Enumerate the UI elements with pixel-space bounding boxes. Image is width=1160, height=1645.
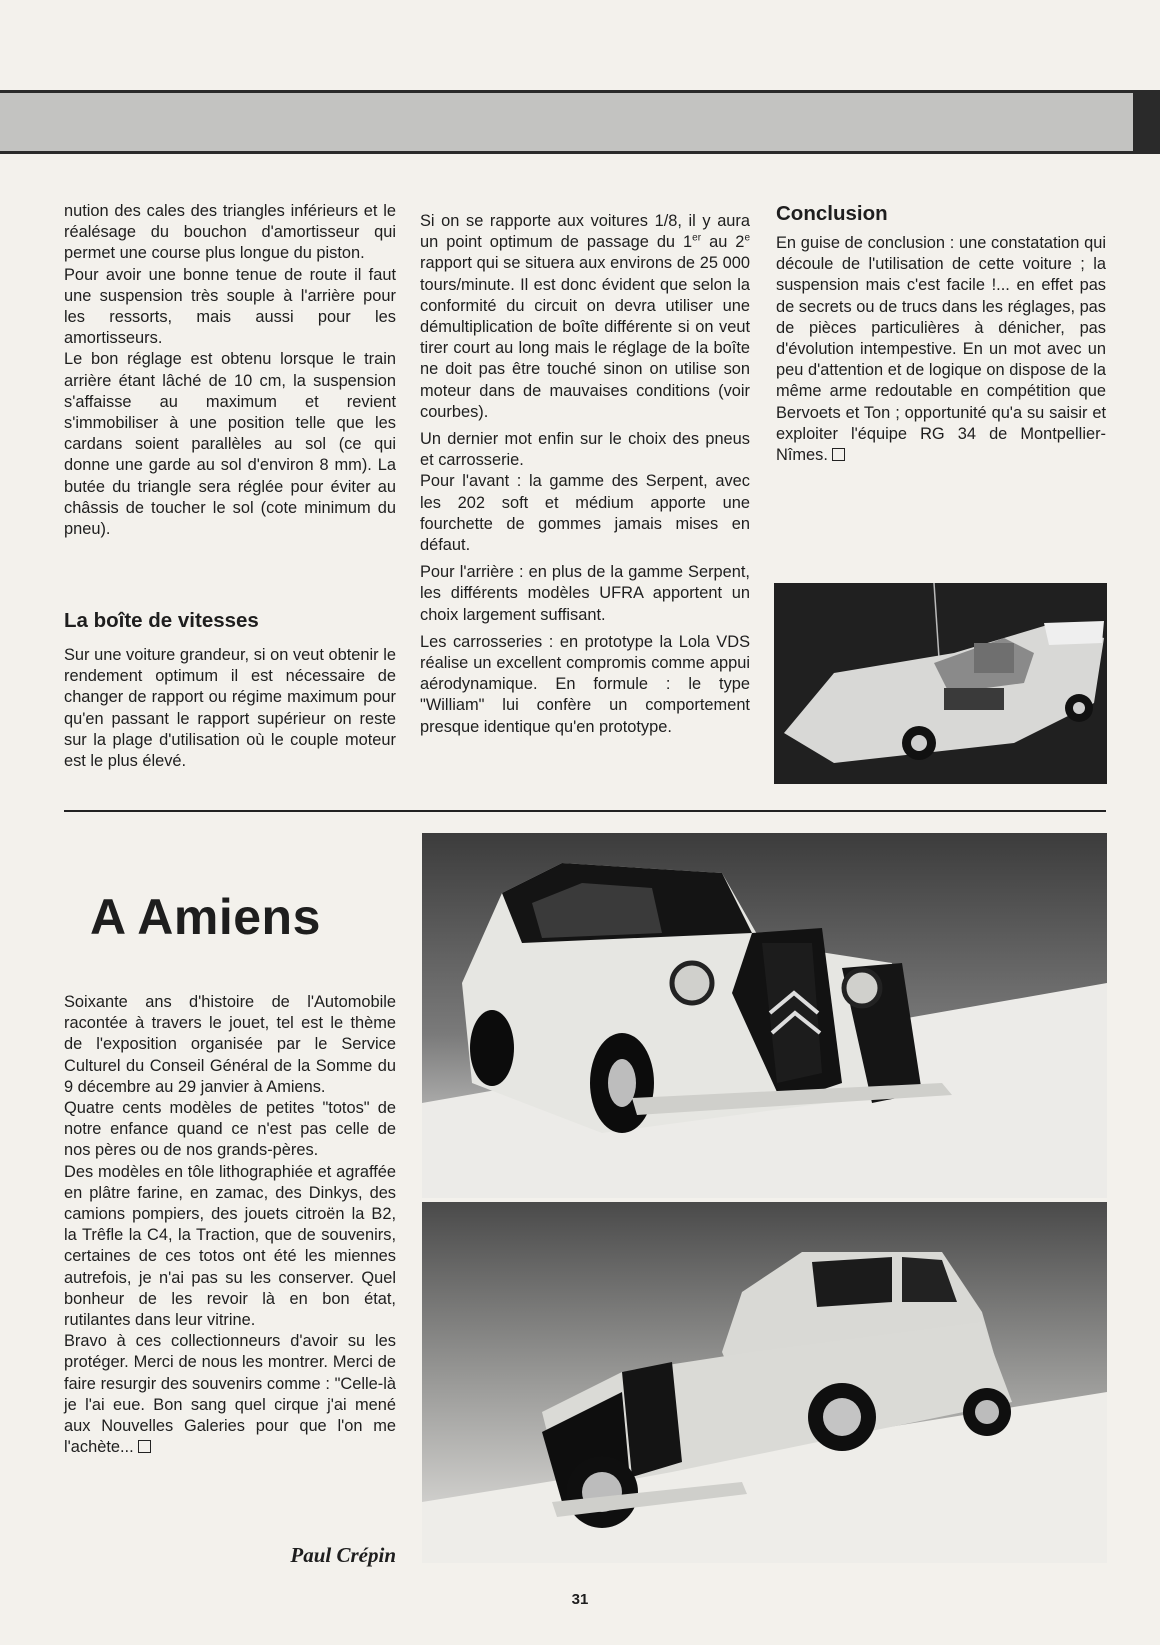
amiens-article bbox=[64, 992, 396, 1458]
col2-paragraph-1: Si on se rapporte aux voitures 1/8, il y aura un point optimum de passage du 1er au 2e rapport qui se situera aux environs de 25 000 tours/minute. Il est donc évident que selon la conformité du circuit on devra utiliser une démultiplication de boîte différente si on veut tirer court au long mais le réglage de la boîte ne doit pas être touché sinon on utilise son moteur dans de mauvaises conditions (voir courbes). bbox=[420, 212, 750, 421]
toy-car-photo-2 bbox=[422, 1202, 1107, 1563]
amiens-paragraph-2: Quatre cents modèles de petites "totos" de notre enfance quand ce n'est pas celle de nos pères ou de nos grands-pères. bbox=[64, 1099, 396, 1160]
page-number: 31 bbox=[571, 1591, 589, 1608]
col2-paragraph-3: Pour l'avant : la gamme des Serpent, avec les 202 soft et médium apporte une fourchette de gommes jamais mises en défaut. bbox=[420, 472, 750, 555]
conclusion-paragraph: En guise de conclusion : une constatation qui découle de l'utilisation de cette voiture ; la suspension mais c'est facile !... en effet pas de secrets ou de trucs dans les réglages, pas de pièces particulières à dénicher, pas d'évolution intempestive. En un mot avec un peu d'attention et de logique on dispose de la même arme redoutable en compétition que Bervoets et Ton ; opportunité qu'a su saisir et exploiter l'équipe RG 34 de Montpellier-Nîmes. bbox=[776, 234, 1106, 465]
col2-paragraph-5: Les carrosseries : en prototype la Lola VDS réalise un excellent compromis comme appui aérodynamique. En formule : le type "William" lui confère un comportement presque identique qu'en prototype. bbox=[420, 632, 750, 736]
amiens-paragraph-4: Bravo à ces collectionneurs d'avoir su les protéger. Merci de nous les montrer. Merci de faire resurgir des souvenirs comme : "Celle-là je l'ai eue. Bon sang quel cirque j'ai mené aux Nouvelles Galeries pour que l'on me l'achète... bbox=[64, 1332, 396, 1457]
rc-car-photo bbox=[774, 583, 1107, 784]
author-signature: Paul Crépin bbox=[290, 1543, 396, 1567]
section-divider bbox=[64, 810, 1106, 812]
col2-paragraph-2: Un dernier mot enfin sur le choix des pneus et carrosserie. bbox=[420, 430, 750, 470]
gearbox-heading: La boîte de vitesses bbox=[64, 609, 259, 632]
amiens-paragraph-1: Soixante ans d'histoire de l'Automobile racontée à travers le jouet, tel est le thème de l'exposition organisée par le Service Culturel du Conseil Général de la Somme du 9 décembre au 29 janvier à Amiens. bbox=[64, 993, 396, 1096]
col1-paragraph-2: Pour avoir une bonne tenue de route il faut une suspension très souple à l'arrière pour les ressorts, mais aussi pour les amortisseurs. bbox=[64, 265, 396, 348]
end-mark-icon bbox=[138, 1440, 151, 1453]
col1-paragraph-3: Le bon réglage est obtenu lorsque le train arrière étant lâché de 10 cm, la suspension s'affaisse au maximum et revient s'immobiliser à une position telle que les cardans soient parallèles au sol (ce qui donne une garde au sol d'environ 8 mm). La butée du triangle sera réglée pour éviter au châssis de toucher le sol (cote minimum du pneu). bbox=[64, 350, 396, 539]
column-3 bbox=[776, 233, 1106, 466]
conclusion-heading: Conclusion bbox=[776, 202, 888, 225]
column-1 bbox=[64, 201, 396, 540]
col2-paragraph-4: Pour l'arrière : en plus de la gamme Serpent, les différents modèles UFRA apportent un choix largement suffisant. bbox=[420, 563, 750, 624]
header-band-tab bbox=[1133, 90, 1160, 154]
gearbox-paragraph: Sur une voiture grandeur, si on veut obtenir le rendement optimum il est nécessaire de changer de rapport ou régime maximum pour qu'en passant le rapport supérieur on reste sur la plage d'utilisation où le couple moteur est le plus élevé. bbox=[64, 646, 396, 771]
gearbox-text-block bbox=[64, 645, 396, 772]
toy-car-photo-1 bbox=[422, 833, 1107, 1198]
end-mark-icon bbox=[832, 448, 845, 461]
amiens-paragraph-3: Des modèles en tôle lithographiée et agraffée en plâtre farine, en zamac, des Dinkys, des camions pompiers, des jouets citroën la B2, la Trêfle la C4, la Traction, que de souvenirs, certaines de ces totos ont été les miennes autrefois, je n'ai pas su les conserver. Quel bonheur de les revoir là en bon état, rutilantes dans leur vitrine. bbox=[64, 1162, 396, 1330]
header-band bbox=[0, 90, 1133, 154]
col1-paragraph-1: nution des cales des triangles inférieurs et le réalésage du bouchon d'amortisseur qui permet une course plus longue du piston. bbox=[64, 202, 396, 263]
amiens-title: A Amiens bbox=[90, 889, 321, 945]
column-2 bbox=[420, 211, 750, 738]
